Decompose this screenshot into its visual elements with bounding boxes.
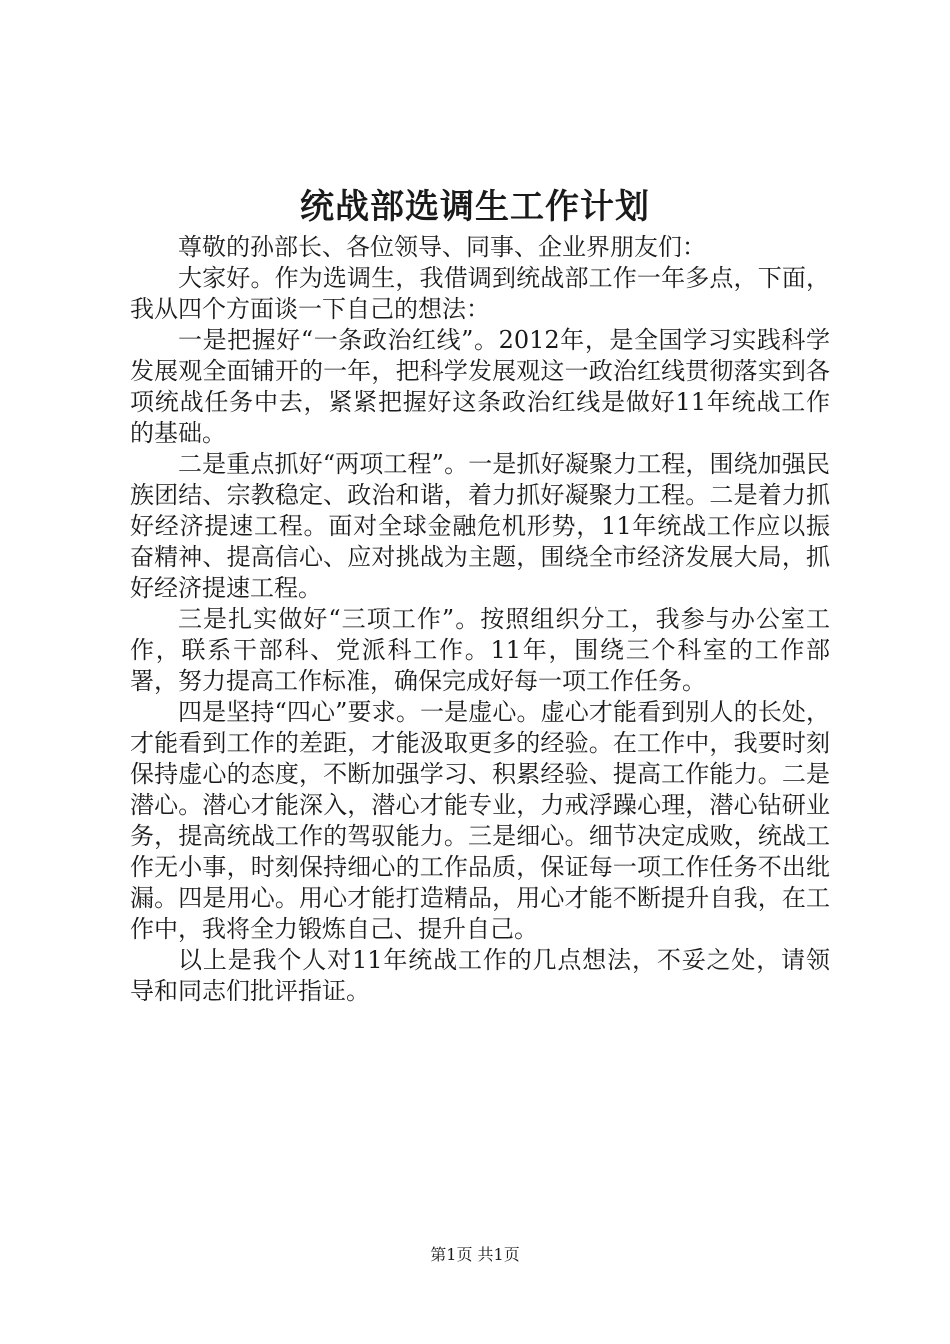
document-title: 统战部选调生工作计划 — [300, 187, 650, 227]
point-four-paragraph: 四是坚持“四心”要求。一是虚心。虚心才能看到别人的长处，才能看到工作的差距，才能汲取更多的经验。在工作中，我要时刻保持虚心的态度，不断加强学习、积累经验、提高工作能力。二是潜心。潜心才能深入，潜心才能专业，力戒浮躁心理，潜心钻研业务，提高统战工作的驾驭能力。三是细心。细节决定成败，统战工作无小事，时刻保持细心的工作品质，保证每一项工作任务不出纰漏。四是用心。用心才能打造精品，用心才能不断提升自我，在工作中，我将全力锻炼自己、提升自己。 — [130, 698, 830, 943]
page-number-footer: 第1页 共1页 — [430, 1245, 520, 1264]
greeting-paragraph: 大家好。作为选调生，我借调到统战部工作一年多点，下面，我从四个方面谈一下自己的想法： — [130, 264, 830, 323]
document-body — [130, 232, 830, 1007]
closing-paragraph: 以上是我个人对11年统战工作的几点想法，不妥之处，请领导和同志们批评指证。 — [130, 946, 830, 1005]
salutation-paragraph: 尊敬的孙部长、各位领导、同事、企业界朋友们： — [178, 233, 706, 261]
point-three-paragraph: 三是扎实做好“三项工作”。按照组织分工，我参与办公室工作，联系干部科、党派科工作。11年，围绕三个科室的工作部署，努力提高工作标准，确保完成好每一项工作任务。 — [130, 605, 830, 695]
point-one-paragraph: 一是把握好“一条政治红线”。2012年，是全国学习实践科学发展观全面铺开的一年，把科学发展观这一政治红线贯彻落实到各项统战任务中去，紧紧把握好这条政治红线是做好11年统战工作的基础。 — [130, 326, 830, 447]
point-two-paragraph: 二是重点抓好“两项工程”。一是抓好凝聚力工程，围绕加强民族团结、宗教稳定、政治和谐，着力抓好凝聚力工程。二是着力抓好经济提速工程。面对全球金融危机形势，11年统战工作应以振奋精神、提高信心、应对挑战为主题，围绕全市经济发展大局，抓好经济提速工程。 — [130, 450, 830, 602]
